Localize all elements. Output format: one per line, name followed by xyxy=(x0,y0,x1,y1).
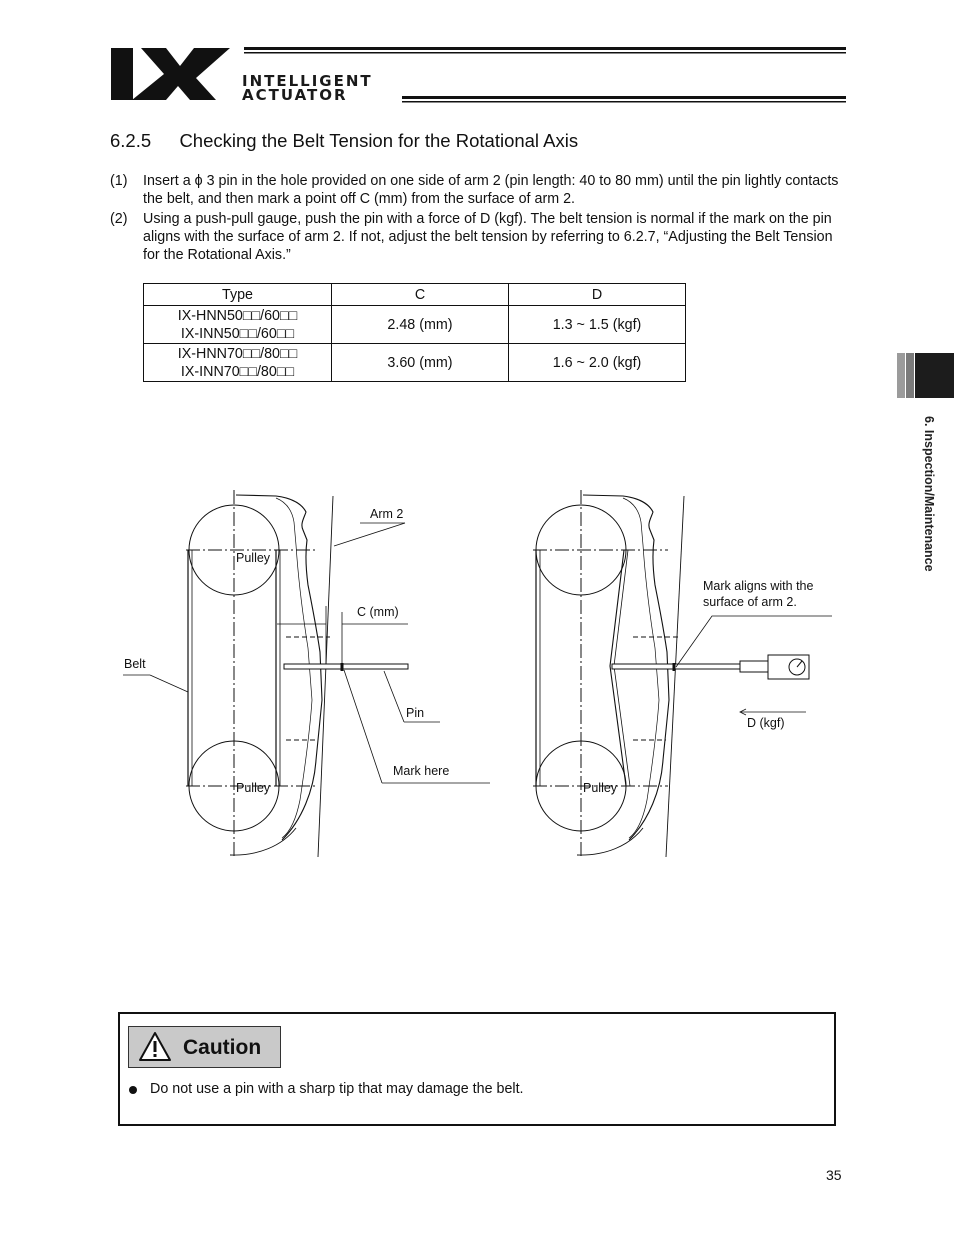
label-belt: Belt xyxy=(124,657,146,671)
label-mark-aligns-2: surface of arm 2. xyxy=(703,595,797,609)
table-header: D xyxy=(509,284,686,306)
side-tab-label: 6. Inspection/Maintenance xyxy=(922,416,936,572)
label-mark-here: Mark here xyxy=(393,764,450,778)
logo-line-2: ACTUATOR xyxy=(242,86,348,104)
label-arm2: Arm 2 xyxy=(370,507,404,521)
type-line: IX-INN50□□/60□□ xyxy=(180,325,295,342)
type-line: IX-HNN70□□/80□□ xyxy=(177,345,298,362)
step-number: (1) xyxy=(110,173,128,189)
label-pulley-bottom-right: Pulley xyxy=(583,781,618,795)
section-number: 6.2.5 xyxy=(110,130,152,151)
label-pulley-bottom: Pulley xyxy=(236,781,271,795)
step-number: (2) xyxy=(110,211,128,227)
table-header: C xyxy=(332,284,509,306)
label-mark-aligns-1: Mark aligns with the xyxy=(703,579,814,593)
caution-title: Caution xyxy=(183,1036,262,1059)
caution-item: Do not use a pin with a sharp tip that may damage the belt. xyxy=(150,1081,524,1097)
right-figure xyxy=(533,490,832,858)
type-line: IX-HNN50□□/60□□ xyxy=(177,307,298,324)
logo-line-1: INTELLIGENT xyxy=(242,72,373,90)
label-pulley-top: Pulley xyxy=(236,551,271,565)
left-figure xyxy=(123,490,490,858)
table-cell-d: 1.3 ~ 1.5 (kgf) xyxy=(509,306,686,344)
label-pin: Pin xyxy=(406,706,425,720)
label-c-dimension: C (mm) xyxy=(357,605,399,619)
bullet-icon xyxy=(129,1086,137,1094)
page-number: 35 xyxy=(826,1167,842,1183)
caution-header xyxy=(128,1026,281,1068)
type-line: IX-INN70□□/80□□ xyxy=(180,363,295,380)
table-cell-c: 3.60 (mm) xyxy=(332,344,509,382)
label-force: D (kgf) xyxy=(747,716,785,730)
section-title: Checking the Belt Tension for the Rotational Axis xyxy=(179,130,579,151)
table-header: Type xyxy=(144,284,332,306)
step-text: Insert a ϕ 3 pin in the hole provided on one side of arm 2 (pin length: 40 to 80 mm) until the pin lightly contacts the belt, and then mark a point off C (mm) from the surface of arm 2. xyxy=(143,173,839,207)
table-cell-c: 2.48 (mm) xyxy=(332,306,509,344)
warning-triangle-icon xyxy=(138,1031,172,1062)
table-cell-d: 1.6 ~ 2.0 (kgf) xyxy=(509,344,686,382)
step-text: Using a push-pull gauge, push the pin with a force of D (kgf). The belt tension is normal if the mark on the pin aligns with the surface of arm 2. If not, adjust the belt tension by referring to 6.2.7, “Adjusting the Belt Tension for the Rotational Axis.” xyxy=(143,211,833,263)
pin xyxy=(284,664,408,669)
